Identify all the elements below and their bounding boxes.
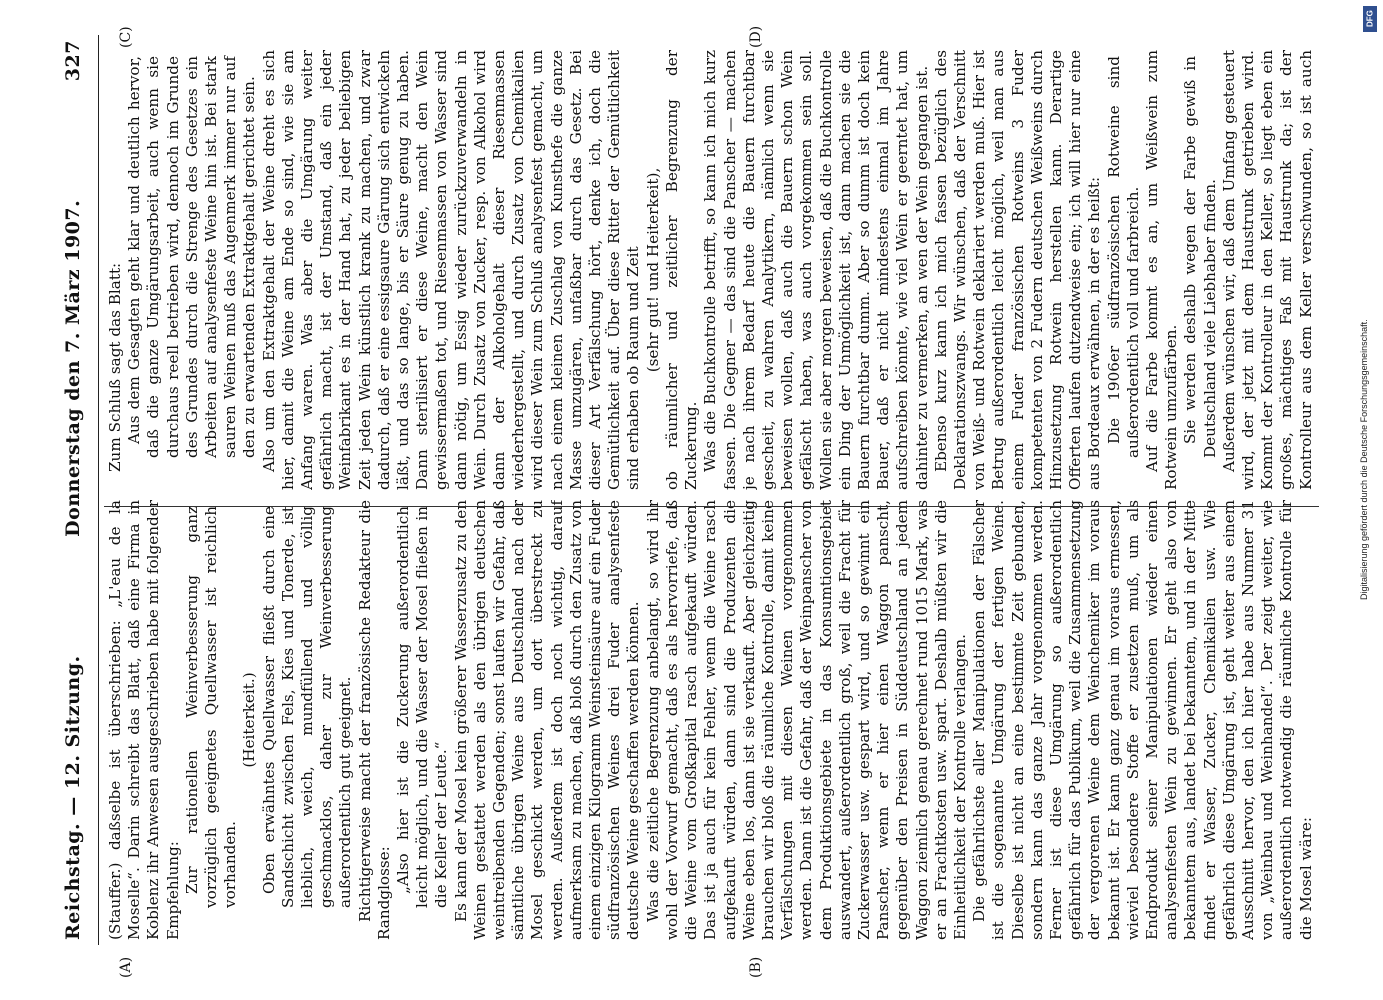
paragraph: (Stauffer.) daßselbe ist überschrieben: „L'eau de la Moselle“. Darin schreibt das Blatt, daß eine Firma in Koblenz ihr Anwesen ausgeschrieben habe mit folgender Empfehlung: [106,500,182,940]
paragraph: Es kann der Mosel kein größerer Wasserzusatz zu den Weinen gestattet werden als den übrigen deutschen weintreibenden Gegenden; sonst laufen wir Gefahr, daß sämtliche übrigen Weine aus Deutschland nach der Mosel geschickt werden, um dort überstreckt zu werden. Außerdem ist doch noch wichtig, darauf aufmerksam zu machen, daß bloß durch den Zusatz von einem einzigen Kilogramm Weinsteinsäure auf ein Fuder südfranzösischen Weines drei Fuder analysenfeste deutsche Weine geschaffen werden können. [451,500,643,940]
paragraph: Was die zeitliche Begrenzung anbelangt, so wird ihr wohl der Vorwurf gemacht, daß es als hervorriefe, daß die Weine vom Großkapital rasch aufgekauft würden. Das ist ja auch für kein Fehler, wenn die Weine rasch aufgekauft würden, dann sind die Produzenten die Weine eben los, dann ist sie verkauft. Aber gleichzeitig brauchen wir bloß die räumliche Kontrolle, damit keine Verfälschungen mit diesen Weinen vorgenommen werden. Dann ist die Gefahr, daß der Weinpanscher von dem Produktionsgebiete in das Konsumtionsgebiet auswandert, außerordentlich groß, weil die Fracht für Zuckerwasser usw. gespart wird, und so gewinnt ein Panscher, wenn er hier einen Waggon panscht, gegenüber den Preisen in Süddeutschland an jedem Waggon ziemlich genau gerechnet rund 1015 Mark, was er an Frachtkosten usw. spart. Deshalb müßten wir die Einheitlichkeit der Kontrolle verlangen. [643,500,969,940]
page-number: 327 [62,40,84,82]
quote-paragraph: „Also hier ist die Zuckerung außerordentlich leicht möglich, und die Wasser der Mosel fließen in die Keller der Leute.“ [394,506,451,908]
margin-mark-b: (B) [748,956,764,978]
margin-mark-c: (C) [118,26,134,48]
header-center: Donnerstag den 7. März 1907. [62,199,84,537]
dfg-logo: DFG [1363,6,1377,32]
quote-paragraph: Die 1906er südfranzösischen Rotweine sind außerordentlich voll und farbreich. [1104,56,1142,458]
quote-paragraph: Oben erwähntes Quellwasser fließt durch eine Sandschicht zwischen Fels, Kies und Tonerde, ist lieblich, weich, mundfüllend und völlig geschmacklos, daher zur Weinverbesserung außerordentlich gut geeignet. [259,506,355,908]
interjection: (sehr gut! und Heiterkeit), [643,167,662,373]
paragraph: Also um den Extraktgehalt der Weine dreht es sich hier, damit die Weine am Ende so sind, wie sie am Anfang waren. Was aber die Umgärung weiter gefährlich macht, ist der Umstand, daß ein jeder Weinfabrikant es in der Hand hat, zu jeder beliebigen Zeit jeden Wein künstlich krank zu machen, und zwar dadurch, daß er eine essigsaure Gärung sich entwickeln läßt, und das so lange, bis er Säure genug zu haben. Dann sterilisiert er diese Weine, macht den Wein gewissermaßen tot, und Riesenmassen von Wasser sind dann nötig, um Essig wieder zurückzuverwandeln in Wein. Durch Zusatz von Zucker, resp. von Alkohol wird dann der Alkoholgehalt dieser Riesenmassen wiederhergestellt, und durch Zusatz von Chemikalien wird dieser Wein zum Schluß analysenfest gemacht, um nach einem kleinen Zuschlag von Kunsthefe die ganze Masse umzugären, unfaßbar durch das Gesetz. Bei dieser Art Verfälschung hört, denke ich, doch die Gemütlichkeit auf. Über diese Ritter der Gemütlichkeit sind erhaben ob Raum und Zeit [259,50,643,490]
paragraph: Richtigerweise macht der französische Redakteur die Randglosse: [355,500,393,940]
quote-paragraph: Zur rationellen Weinverbesserung ganz vorzüglich geeignetes Quellwasser ist reichlich vorhanden. [182,506,240,908]
paragraph: Außerdem wünschen wir, daß dem Umfang gesteuert wird, der jetzt mit dem Haustrunk getrieben wird. Kommt der Kontrolleur in den Keller, so liegt eben ein großes, mächtiges Faß mit Haustrunk da; ist der Kontrolleur aus dem Keller verschwunden, so ist auch [1219,50,1315,490]
column-divider [104,506,1319,507]
header-rule [98,35,99,945]
quote-paragraph: Aus dem Gesagten geht klar und deutlich hervor, daß die ganze Umgärungsarbeit, auch wenn sie durchaus reell betrieben wird, dennoch im Grunde des Grundes durch die Strenge des Gesetzes ein Arbeiten auf analysenfeste Weine hin ist. Bei stark sauren Weinen muß das Augenmerk immer nur auf den zu erwartenden Extraktgehalt gerichtet sein. [125,56,259,458]
margin-mark-d: (D) [748,25,764,48]
paragraph: Auf die Farbe kommt es an, um Weißwein zum Rotwein umzufärben. [1142,50,1181,490]
newspaper-page [48,0,1348,1000]
right-column [106,50,1316,490]
rotated-page [48,0,1348,1000]
paragraph: Die gefährlichste aller Manipulationen der Fälscher ist die sogenannte Umgärung der fertigen Weine. Dieselbe ist nicht an eine bestimmte Zeit gebunden, sondern kann das ganze Jahr vorgenommen werden. Ferner ist diese Umgärung so außerordentlich gefährlich für das Publikum, weil die Zusammensetzung der vergorenen Weine dem Weinchemiker im voraus bekannt ist. Er kann ganz genau im voraus ermessen, wieviel besondere Stoffe er zusetzen muß, um als Endprodukt seiner Manipulationen wieder einen analysenfesten Wein zu gewinnen. Er geht also von bekanntem aus, landet bei bekanntem, und in der Mitte findet er Wasser, Zucker, Chemikalien usw. Wie gefährlich diese Umgärung ist, geht weiter aus einem Ausschnitt hervor, den ich hier habe aus Nummer 31 von „Weinbau und Weinhandel“. Der zeigt weiter, wie außerordentlich notwendig die räumliche Kontrolle für die Mosel wäre: [970,500,1315,940]
header-left: Reichstag. — 12. Sitzung. [62,655,84,940]
margin-mark-a: (A) [118,956,134,978]
paragraph: ob räumlicher und zeitlicher Begrenzung der Zuckerung. [662,50,701,490]
paragraph: Was die Buchkontrolle betrifft, so kann ich mich kurz fassen. Die Gegner — das sind die Panscher — machen je nach ihrem Bedarf heute die Bauern furchtbar gescheit, zu wahren Analytikern, nämlich wenn sie beweisen wollen, daß auch die Bauern schon Wein gefälscht haben, was auch vorgekommen sein soll. Wollen sie aber morgen beweisen, daß die Buchkontrolle ein Ding der Unmöglichkeit ist, dann machen sie die Bauern furchtbar dumm. Aber so dumm ist doch kein Bauer, daß er nicht mindestens einmal im Jahre aufschreiben könnte, wie viel Wein er geerntet hat, um dahinter zu vermerken, an wen der Wein gegangen ist. [701,50,931,490]
quote-paragraph: Sie werden deshalb wegen der Farbe gewiß in Deutschland viele Liebhaber finden. [1181,56,1219,458]
left-column [106,500,1316,940]
running-header [62,40,92,940]
paragraph: Zum Schluß sagt das Blatt: [106,262,124,472]
paragraph: Ebenso kurz kann ich mich fassen bezüglich des Deklarationszwangs. Wir wünschen, daß der Verschnitt von Weiß- und Rotwein deklariert werden muß. Hier ist Betrug außerordentlich leicht möglich, weil man aus einem Fuder französischen Rotweins 3 Fuder kompetenten von 2 Fudern deutschen Weißweins durch Hinzusetzung Rotwein herstellen kann. Derartige Offerten laufen dutzendweise ein; ich will hier nur eine aus Bordeaux erwähnen, in der es heißt: [931,50,1104,490]
interjection: (Heiterkeit.) [240,672,259,768]
digitization-credit: Digitalisierung gefördert durch die Deutsche Forschungsgemeinschaft. [1359,319,1369,600]
